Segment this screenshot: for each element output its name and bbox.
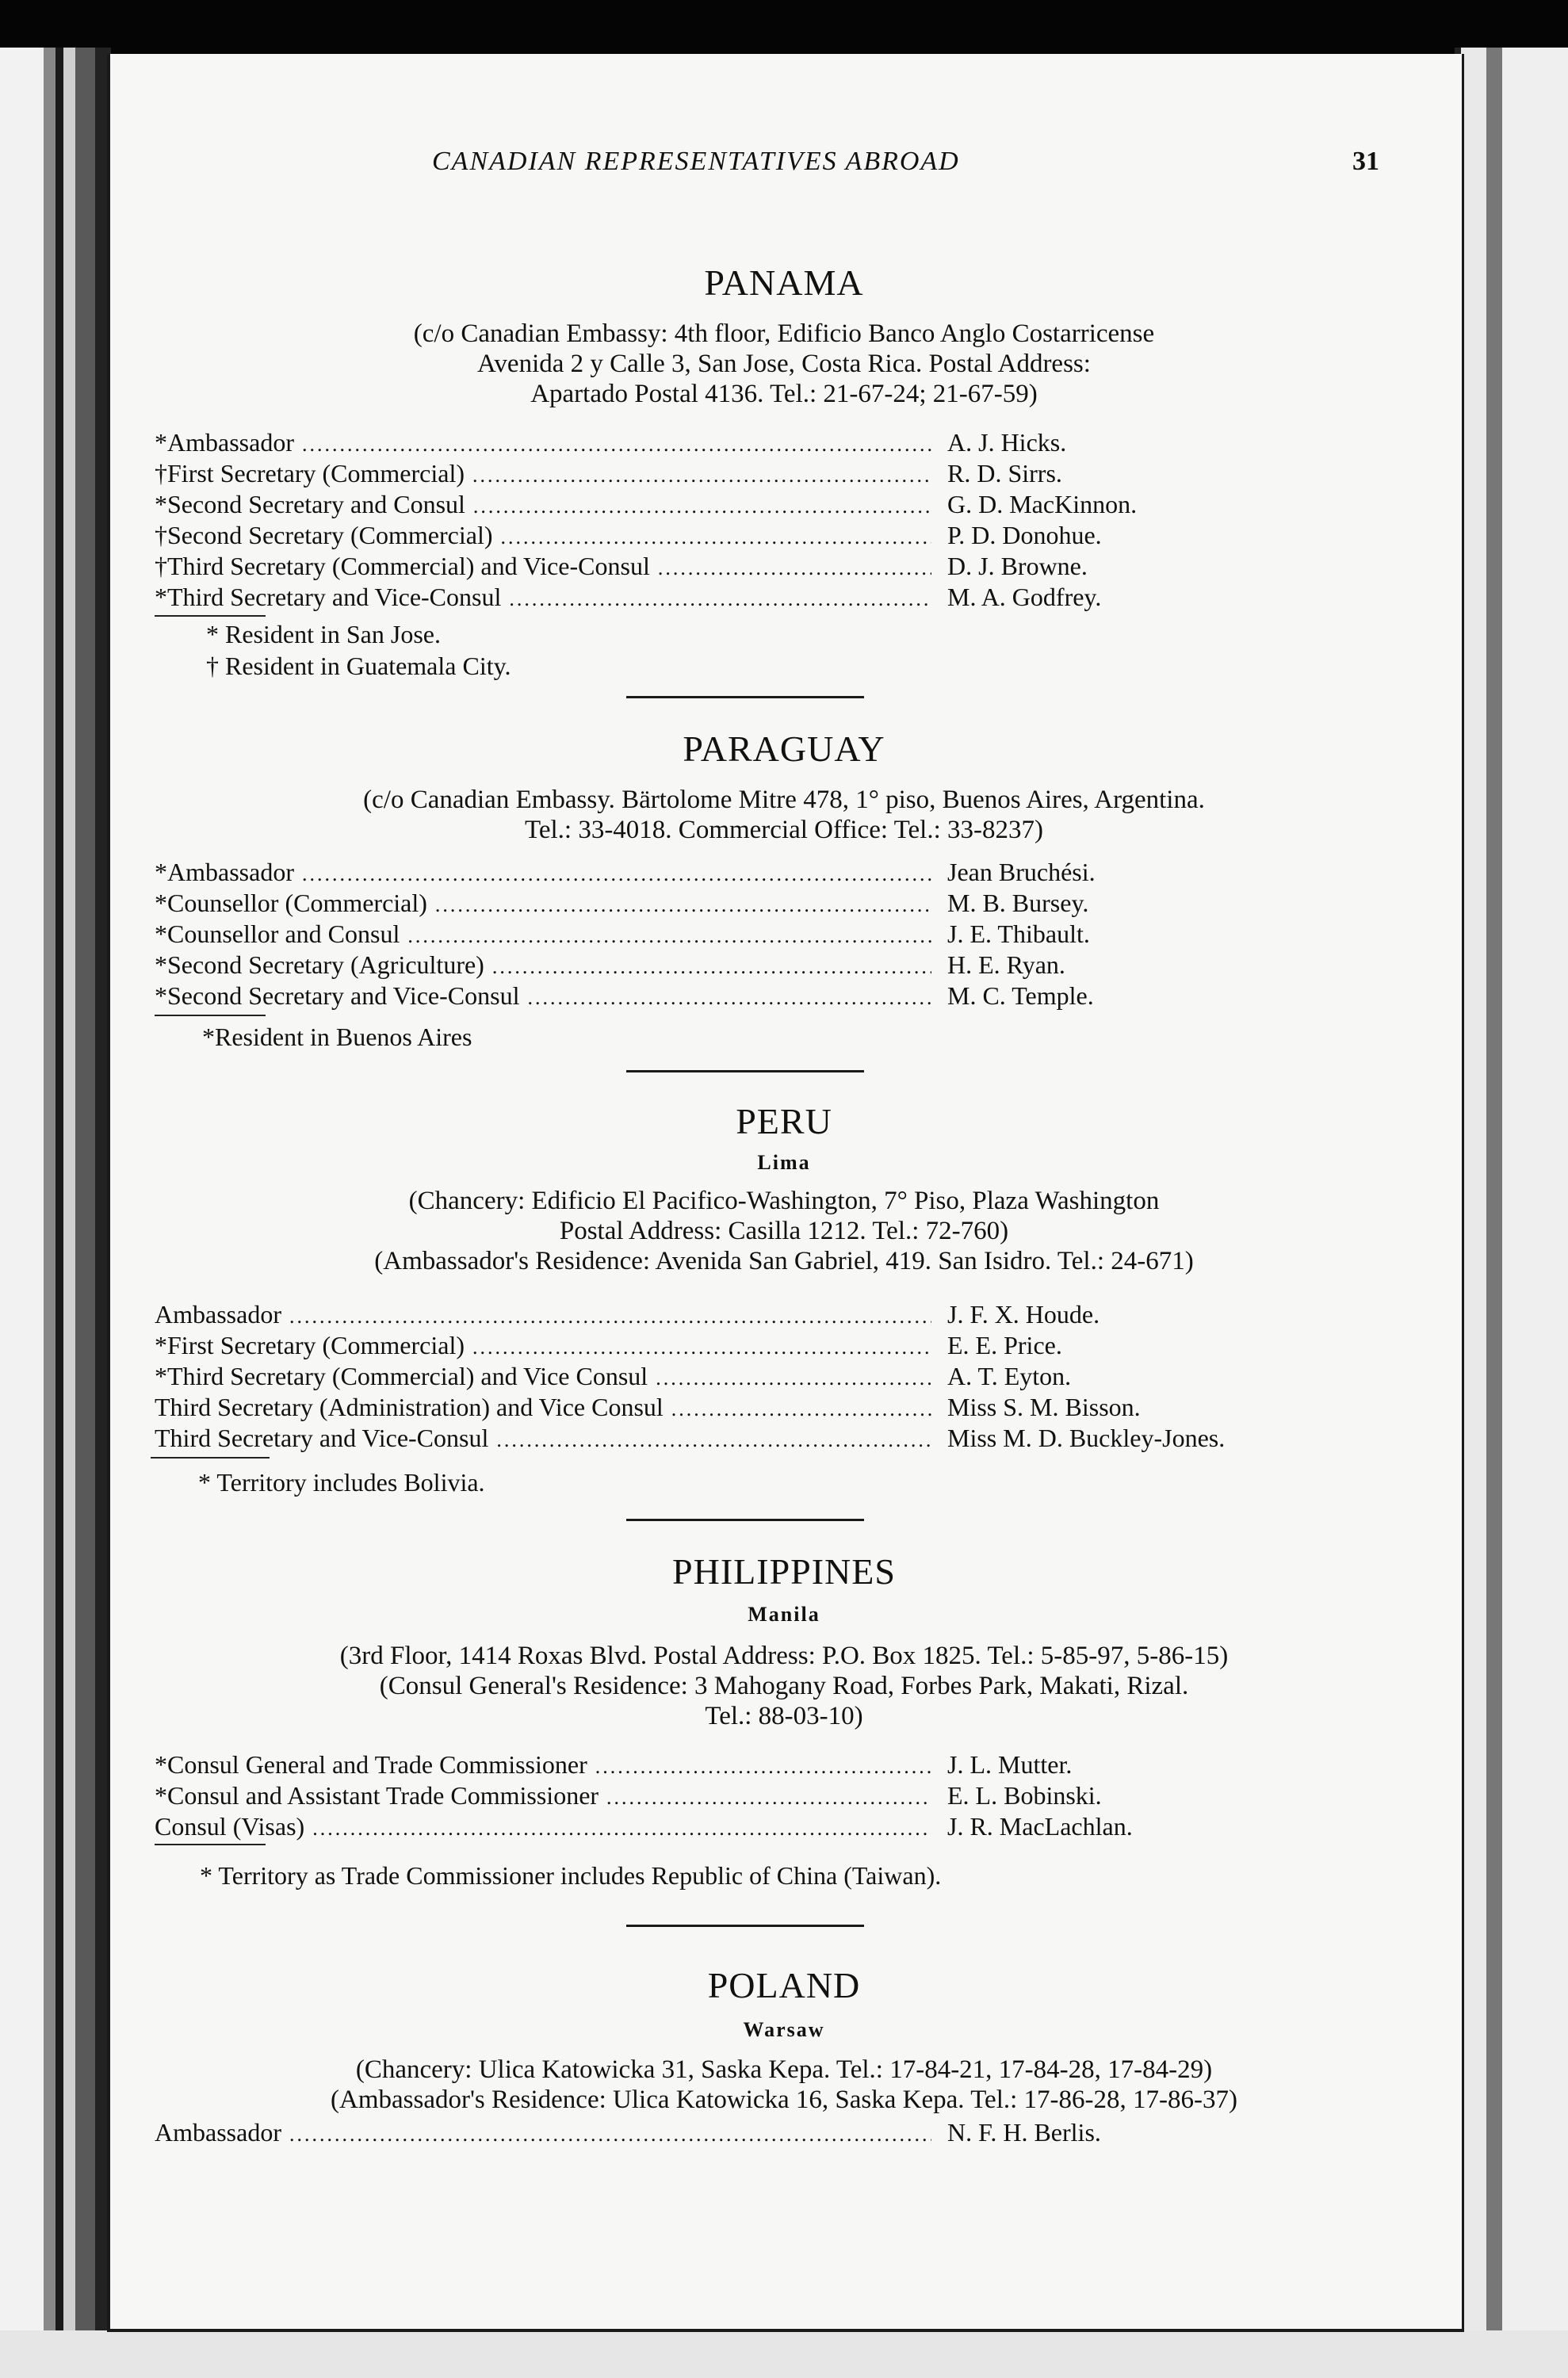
dot-leader — [606, 1786, 931, 1810]
staff-row — [155, 1812, 1304, 1843]
staff-row — [155, 428, 1304, 459]
country-heading-paraguay: PARAGUAY — [683, 728, 885, 769]
footnote: * Territory includes Bolivia. — [198, 1468, 485, 1497]
staff-row — [155, 583, 1304, 614]
address-line: (Ambassador's Residence: Ulica Katowicka 16, Saska Kepa. Tel.: 17-86-28, 17-86-37) — [331, 2086, 1237, 2114]
address-line: (3rd Floor, 1414 Roxas Blvd. Postal Address: P.O. Box 1825. Tel.: 5-85-97, 5-86-15) — [339, 1642, 1229, 1670]
staff-row — [155, 1331, 1304, 1362]
staff-row — [155, 919, 1304, 950]
staff-list-philippines — [155, 1750, 1304, 1843]
staff-name: H. E. Ryan. — [947, 950, 1065, 979]
staff-row — [155, 459, 1304, 490]
staff-name: M. A. Godfrey. — [947, 583, 1102, 611]
staff-row — [155, 1300, 1304, 1331]
footnote-rule — [155, 1015, 266, 1016]
dot-leader — [302, 433, 931, 457]
city-heading-lima: Lima — [757, 1151, 811, 1174]
section-divider — [626, 696, 864, 698]
staff-title: *First Secretary (Commercial) — [155, 1331, 465, 1359]
address-philippines — [0, 1641, 1568, 1731]
staff-title: *Consul General and Trade Commissioner — [155, 1750, 587, 1779]
staff-name: J. R. MacLachlan. — [947, 1812, 1133, 1841]
staff-name: E. L. Bobinski. — [947, 1781, 1102, 1810]
staff-row — [155, 490, 1304, 521]
staff-title: *Counsellor and Consul — [155, 919, 400, 948]
footnote-rule — [155, 1844, 266, 1845]
dot-leader — [509, 587, 931, 611]
footnote: * Territory as Trade Commissioner includes Republic of China (Taiwan). — [200, 1861, 942, 1890]
staff-title: *Ambassador — [155, 428, 294, 457]
staff-name: R. D. Sirrs. — [947, 459, 1062, 487]
dot-leader — [656, 1367, 931, 1390]
staff-title: Consul (Visas) — [155, 1812, 305, 1841]
address-line: Avenida 2 y Calle 3, San Jose, Costa Rica. Postal Address: — [477, 350, 1091, 378]
staff-name: D. J. Browne. — [947, 552, 1088, 580]
staff-row — [155, 858, 1304, 889]
dot-leader — [496, 1428, 931, 1452]
dot-leader — [527, 986, 931, 1010]
footnote-rule — [155, 615, 266, 617]
address-line: (Chancery: Ulica Katowicka 31, Saska Kepa. Tel.: 17-84-21, 17-84-28, 17-84-29) — [355, 2055, 1213, 2084]
staff-row — [155, 981, 1304, 1012]
dot-leader — [492, 955, 931, 979]
staff-row — [155, 1362, 1304, 1393]
address-line: (c/o Canadian Embassy: 4th floor, Edificio Banco Anglo Costarricense — [413, 319, 1155, 348]
running-head — [325, 147, 1379, 186]
staff-title: †Second Secretary (Commercial) — [155, 521, 493, 549]
staff-title: *Ambassador — [155, 858, 294, 886]
staff-title: Ambassador — [155, 2118, 281, 2147]
staff-name: N. F. H. Berlis. — [947, 2118, 1101, 2147]
page-number: 31 — [1352, 147, 1379, 176]
dot-leader — [501, 526, 932, 549]
staff-title: *Consul and Assistant Trade Commissioner — [155, 1781, 599, 1810]
scan-bottom-edge — [0, 2330, 1568, 2378]
staff-list-poland — [155, 2118, 1304, 2149]
city-heading-manila: Manila — [748, 1603, 820, 1626]
staff-row — [155, 1750, 1304, 1781]
staff-title: *Second Secretary and Vice-Consul — [155, 981, 520, 1010]
staff-name: M. C. Temple. — [947, 981, 1094, 1010]
staff-row — [155, 1424, 1304, 1455]
section-divider — [626, 1070, 864, 1072]
staff-row — [155, 950, 1304, 981]
city-heading-warsaw: Warsaw — [743, 2018, 825, 2041]
running-title: CANADIAN REPRESENTATIVES ABROAD — [432, 147, 960, 176]
dot-leader — [435, 893, 931, 917]
staff-name: P. D. Donohue. — [947, 521, 1102, 549]
address-line: Tel.: 33-4018. Commercial Office: Tel.: 33-8237) — [524, 816, 1043, 844]
dot-leader — [302, 862, 931, 886]
address-line: (Consul General's Residence: 3 Mahogany Road, Forbes Park, Makati, Rizal. — [379, 1672, 1189, 1700]
staff-list-peru — [155, 1300, 1304, 1455]
staff-title: Third Secretary (Administration) and Vice Consul — [155, 1393, 664, 1421]
footnote: *Resident in Buenos Aires — [202, 1023, 472, 1051]
staff-title: †Third Secretary (Commercial) and Vice-Consul — [155, 552, 650, 580]
staff-name: E. E. Price. — [947, 1331, 1062, 1359]
address-line: Apartado Postal 4136. Tel.: 21-67-24; 21-67-59) — [530, 380, 1038, 408]
staff-name: A. J. Hicks. — [947, 428, 1067, 457]
country-heading-philippines: PHILIPPINES — [672, 1551, 896, 1592]
staff-name: J. E. Thibault. — [947, 919, 1090, 948]
footnote-rule — [151, 1457, 270, 1459]
staff-title: Third Secretary and Vice-Consul — [155, 1424, 489, 1452]
staff-name: A. T. Eyton. — [947, 1362, 1072, 1390]
address-line: Tel.: 88-03-10) — [705, 1702, 863, 1730]
staff-list-panama — [155, 428, 1304, 614]
staff-name: Miss M. D. Buckley-Jones. — [947, 1424, 1226, 1452]
staff-name: Jean Bruchési. — [947, 858, 1096, 886]
staff-title: *Third Secretary (Commercial) and Vice Consul — [155, 1362, 648, 1390]
staff-name: J. F. X. Houde. — [947, 1300, 1100, 1329]
staff-row — [155, 552, 1304, 583]
staff-row — [155, 889, 1304, 919]
staff-title: *Second Secretary (Agriculture) — [155, 950, 484, 979]
country-heading-panama: PANAMA — [704, 262, 864, 303]
staff-list-paraguay — [155, 858, 1304, 1012]
dot-leader — [671, 1397, 931, 1421]
address-poland — [0, 2055, 1568, 2115]
dot-leader — [312, 1817, 931, 1841]
staff-title: Ambassador — [155, 1300, 281, 1329]
dot-leader — [289, 1305, 931, 1329]
section-divider — [626, 1925, 864, 1927]
staff-title: *Third Secretary and Vice-Consul — [155, 583, 502, 611]
staff-row — [155, 1781, 1304, 1812]
address-line: (Chancery: Edificio El Pacifico-Washington, 7° Piso, Plaza Washington — [408, 1187, 1160, 1215]
dot-leader — [289, 2123, 931, 2147]
staff-row — [155, 1393, 1304, 1424]
dot-leader — [472, 464, 931, 487]
footnote: † Resident in Guatemala City. — [206, 652, 511, 680]
dot-leader — [658, 556, 931, 580]
country-heading-poland: POLAND — [707, 1965, 861, 2005]
dot-leader — [595, 1755, 931, 1779]
address-panama — [0, 319, 1568, 409]
footnote: * Resident in San Jose. — [206, 620, 441, 648]
dot-leader — [407, 924, 931, 948]
address-line: (Ambassador's Residence: Avenida San Gabriel, 419. San Isidro. Tel.: 24-671) — [374, 1247, 1194, 1275]
staff-name: Miss S. M. Bisson. — [947, 1393, 1141, 1421]
staff-title: *Counsellor (Commercial) — [155, 889, 427, 917]
section-divider — [626, 1519, 864, 1521]
address-line: (c/o Canadian Embassy. Bärtolome Mitre 478, 1° piso, Buenos Aires, Argentina. — [363, 786, 1205, 814]
staff-row — [155, 521, 1304, 552]
address-line: Postal Address: Casilla 1212. Tel.: 72-760) — [559, 1217, 1009, 1245]
scan-top-edge — [0, 0, 1568, 55]
dot-leader — [472, 1336, 931, 1359]
country-heading-peru: PERU — [736, 1101, 832, 1141]
staff-title: *Second Secretary and Consul — [155, 490, 465, 518]
staff-row — [155, 2118, 1304, 2149]
address-paraguay — [0, 785, 1568, 845]
staff-name: J. L. Mutter. — [947, 1750, 1073, 1779]
staff-title: †First Secretary (Commercial) — [155, 459, 465, 487]
dot-leader — [473, 495, 931, 518]
staff-name: G. D. MacKinnon. — [947, 490, 1138, 518]
address-peru — [0, 1186, 1568, 1276]
staff-name: M. B. Bursey. — [947, 889, 1089, 917]
